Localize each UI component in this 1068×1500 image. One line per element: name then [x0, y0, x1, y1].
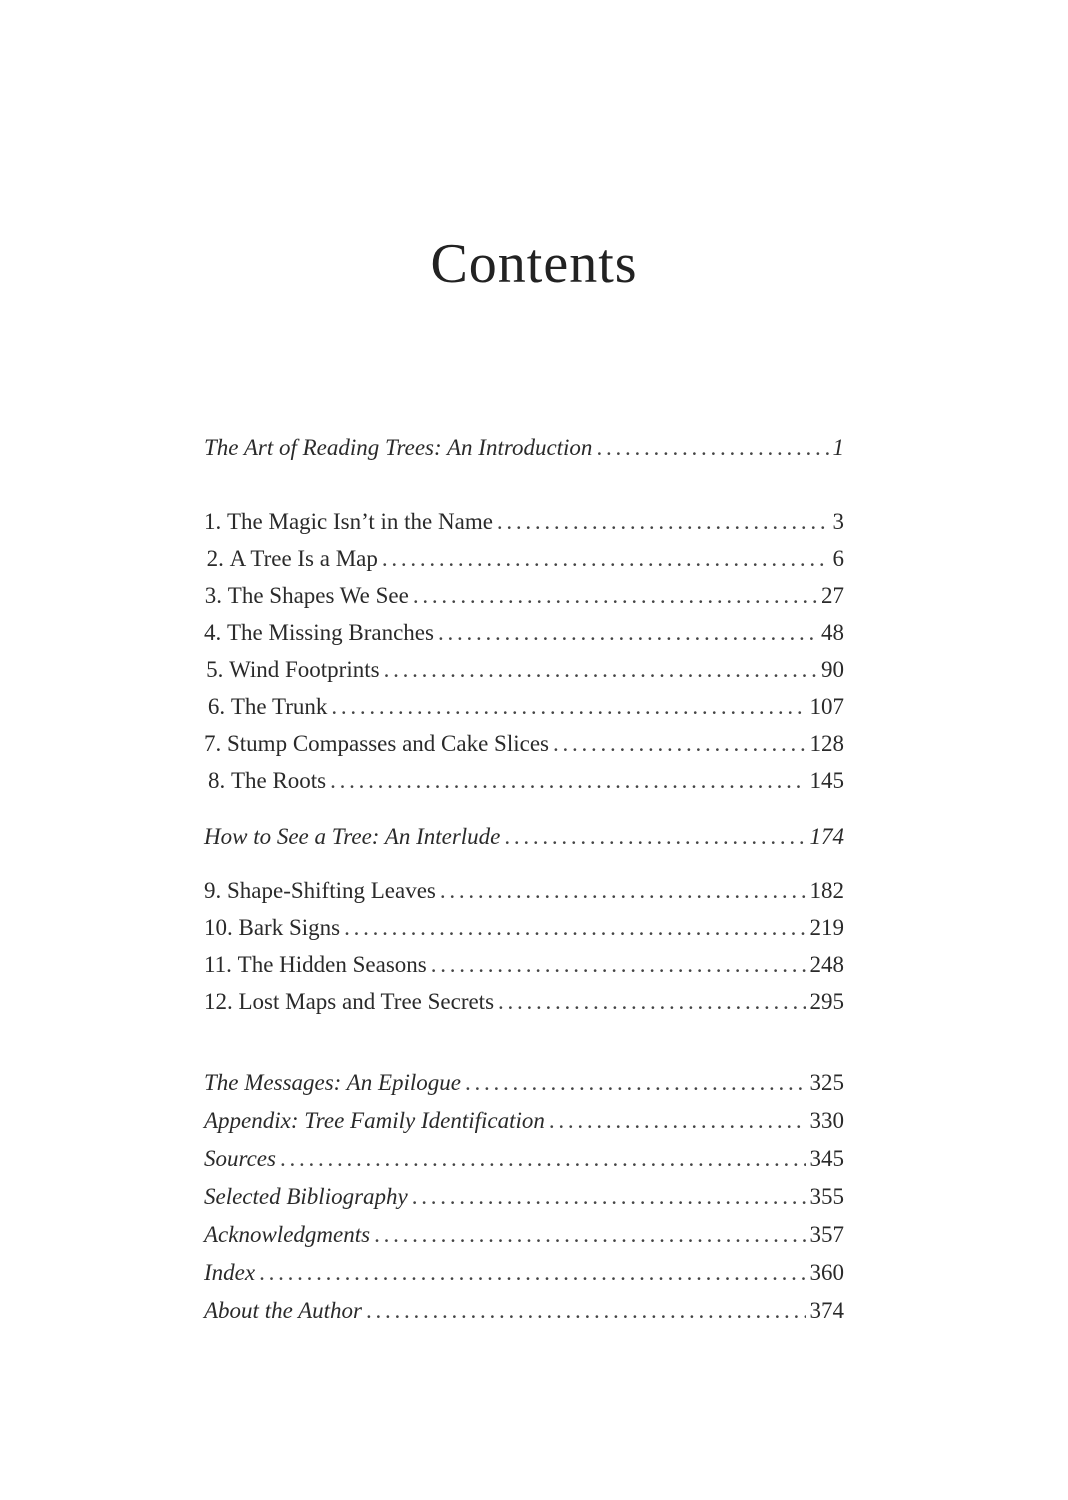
toc-entry-chapter[interactable]: [204, 506, 844, 538]
dot-leader: [331, 691, 805, 723]
toc-entry-chapter[interactable]: [204, 691, 844, 723]
dot-leader: [330, 765, 805, 797]
toc-entry-label: Bark Signs: [238, 915, 341, 940]
toc-entry-chapter[interactable]: [204, 949, 844, 981]
toc-entry-page: 360: [809, 1260, 844, 1285]
toc-entry-page: 174: [809, 824, 844, 849]
toc-entry-page: 1: [832, 435, 844, 460]
chapter-number: 8.: [207, 768, 226, 793]
toc-entry-label: Acknowledgments: [204, 1222, 371, 1247]
dot-leader: [498, 986, 805, 1018]
chapter-number: 12.: [204, 989, 233, 1014]
toc-entry-about-author[interactable]: [204, 1295, 844, 1327]
toc-entry-page: 3: [832, 509, 844, 534]
dot-leader: [374, 1219, 805, 1251]
toc-entry-label: Shape-Shifting Leaves: [227, 878, 436, 903]
toc-entry-page: 248: [809, 952, 844, 977]
toc-entry-label: The Hidden Seasons: [237, 952, 427, 977]
toc-entry-chapter[interactable]: [204, 765, 844, 797]
toc-entry-chapter[interactable]: [204, 580, 844, 612]
toc-entry-chapter[interactable]: [204, 728, 844, 760]
toc-entry-page: 182: [809, 878, 844, 903]
toc-entry-chapter[interactable]: [204, 543, 844, 575]
chapter-number: 3.: [204, 583, 223, 608]
toc-entry-label: How to See a Tree: An Interlude: [204, 824, 501, 849]
toc-entry-label: Lost Maps and Tree Secrets: [238, 989, 495, 1014]
dot-leader: [280, 1143, 806, 1175]
toc-entry-introduction[interactable]: [204, 432, 844, 464]
dot-leader: [382, 543, 829, 575]
toc-entry-epilogue[interactable]: [204, 1067, 844, 1099]
chapter-number: 4.: [204, 620, 222, 645]
toc-entry-chapter[interactable]: [204, 875, 844, 907]
toc-entry-page: 27: [821, 583, 844, 608]
toc-entry-label: Wind Footprints: [229, 657, 380, 682]
dot-leader: [384, 654, 817, 686]
chapter-number: 10.: [204, 915, 233, 940]
chapter-number: 11.: [204, 952, 232, 977]
dot-leader: [412, 1181, 806, 1213]
toc-entry-page: 107: [809, 694, 844, 719]
page-title: Contents: [430, 233, 638, 295]
dot-leader: [438, 617, 817, 649]
chapter-number: 6.: [207, 694, 226, 719]
dot-leader: [504, 821, 805, 853]
toc-entry-chapter[interactable]: [204, 986, 844, 1018]
chapter-number: 9.: [204, 878, 222, 903]
dot-leader: [465, 1067, 805, 1099]
toc-entry-page: 357: [809, 1222, 844, 1247]
toc-entry-page: 295: [809, 989, 844, 1014]
toc-entry-label: About the Author: [204, 1298, 363, 1323]
toc-entry-page: 6: [832, 546, 844, 571]
toc-entry-appendix[interactable]: [204, 1105, 844, 1137]
dot-leader: [431, 949, 806, 981]
toc-entry-label: Sources: [204, 1146, 276, 1171]
toc-entry-chapter[interactable]: [204, 617, 844, 649]
toc-entry-label: Index: [204, 1260, 256, 1285]
dot-leader: [413, 580, 817, 612]
toc-entry-acknowledgments[interactable]: [204, 1219, 844, 1251]
toc-entry-label: The Magic Isn’t in the Name: [227, 509, 493, 534]
toc-entry-chapter[interactable]: [204, 654, 844, 686]
dot-leader: [549, 1105, 806, 1137]
dot-leader: [553, 728, 806, 760]
toc-entry-label: The Messages: An Epilogue: [204, 1070, 462, 1095]
toc-entry-label: Stump Compasses and Cake Slices: [227, 731, 549, 756]
toc-entry-label: The Roots: [230, 768, 327, 793]
toc-entry-page: 145: [809, 768, 844, 793]
toc-entry-page: 325: [809, 1070, 844, 1095]
toc-entry-label: The Shapes We See: [227, 583, 409, 608]
dot-leader: [440, 875, 806, 907]
toc-entry-label: A Tree Is a Map: [229, 546, 378, 571]
chapter-number: 7.: [204, 731, 222, 756]
toc-entry-page: 90: [821, 657, 844, 682]
toc-entry-label: The Missing Branches: [227, 620, 434, 645]
toc-entry-page: 374: [809, 1298, 844, 1323]
toc-entry-sources[interactable]: [204, 1143, 844, 1175]
chapter-number: 1.: [204, 509, 222, 534]
dot-leader: [497, 506, 829, 538]
toc-entry-page: 48: [821, 620, 844, 645]
toc-entry-index[interactable]: [204, 1257, 844, 1289]
toc-entry-interlude[interactable]: [204, 821, 844, 853]
toc-entry-bibliography[interactable]: [204, 1181, 844, 1213]
chapter-number: 2.: [206, 546, 224, 571]
toc-entry-page: 219: [809, 915, 844, 940]
dot-leader: [596, 432, 828, 464]
dot-leader: [344, 912, 805, 944]
dot-leader: [366, 1295, 805, 1327]
toc-entry-page: 330: [809, 1108, 844, 1133]
toc-entry-chapter[interactable]: [204, 912, 844, 944]
toc-entry-page: 345: [809, 1146, 844, 1171]
toc-entry-page: 355: [809, 1184, 844, 1209]
toc-entry-label: The Art of Reading Trees: An Introduction: [204, 435, 593, 460]
toc-entry-page: 128: [809, 731, 844, 756]
toc-entry-label: The Trunk: [230, 694, 328, 719]
toc-entry-label: Appendix: Tree Family Identification: [204, 1108, 545, 1133]
chapter-number: 5.: [206, 657, 224, 682]
dot-leader: [259, 1257, 805, 1289]
toc-entry-label: Selected Bibliography: [204, 1184, 408, 1209]
